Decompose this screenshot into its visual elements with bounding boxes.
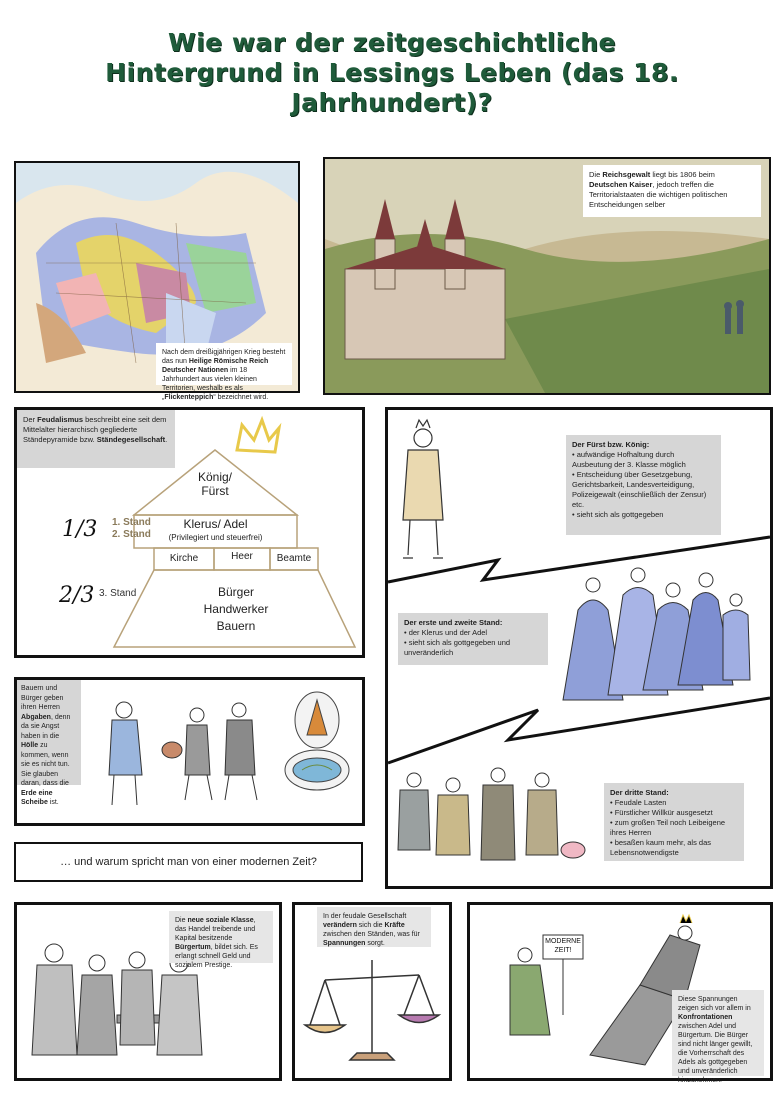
pyramid-box-army: Heer [231,551,253,562]
castle-caption-text: Die Reichsgewalt liegt bis 1806 beim Deutschen Kaiser, jedoch treffen die Territorialstaaten die wichtigen politischen Entscheidungen selber [589,170,728,209]
third-estate-figures [398,768,585,860]
third-estate-item-1: • Feudale Lasten [610,798,667,807]
scale-note-text: In der feudale Gesellschaft verändern sich die Kräfte zwischen den Ständen, was für Spannungen sorgt. [323,913,420,947]
feudalism-note-text: Der Feudalismus beschreibt eine seit dem Mittelalter hierarchisch gegliederte Ständepyramide bzw. Ständegesellschaft. [23,415,168,444]
king-figure [403,420,443,558]
protest-sign: MODERNE ZEIT! [545,938,581,954]
hell-icon [285,692,349,790]
map-caption [156,343,292,401]
pyramid-middle-sub: (Privilegiert und steuerfrei) [168,533,263,542]
scale-icon [295,905,449,1078]
stand-2-label: 2. Stand [112,529,151,540]
pyramid-box-church: Kirche [169,553,199,564]
third-estate-item-2: • Fürstlicher Willkür ausgesetzt [610,808,713,817]
stand-3-label: 3. Stand [99,588,137,599]
nobles-figures [563,568,750,700]
king-note-heading: Der Fürst bzw. König: [572,440,650,449]
map-panel [14,161,300,401]
stand-1-label: 1. Stand [112,517,151,528]
nobles-note-item-1: • der Klerus und der Adel [404,628,488,637]
fraction-bottom: 2/3 [59,583,95,608]
nobles-note-heading: Der erste und zweite Stand: [404,618,503,627]
pyramid-panel [14,407,365,658]
farmers-note-text: Bauern und Bürger geben ihren Herren Abgaben, denn da sie Angst haben in die Hölle zu kommen, wenn sie es nicht tun. Sie glauben daran, dass die Erde eine Scheibe ist. [21,685,71,806]
pyramid-bottom-2: Handwerker [203,602,269,616]
king-note-item-3: • sieht sich als gottgegeben [572,510,664,519]
statue-note-text: Diese Spannungen zeigen sich vor allem in Konfrontationen zwischen Adel und Bürgertum. Die Bürger sind nicht länger gewillt, die Vorherrschaft des Adels als gottgegeben und unveränderlich hinzunehmen. [678,996,753,1084]
castle-caption [583,165,761,217]
statue-note [672,990,764,1084]
third-estate-item-4: • besaßen kaum mehr, als das Lebensnotwendigste [610,838,712,857]
pyramid-bottom-3: Bauern [216,619,256,633]
pyramid-top-label: König/ Fürst [197,470,233,498]
question-box [14,842,363,882]
nobles-note-item-2: • sieht sich als gottgegeben und unveränderlich [404,638,511,657]
scale-panel [292,902,452,1081]
map-caption-text: Nach dem dreißigjährigen Krieg besteht das nun Heilige Römische Reich Deutscher Nationen im 18 Jahrhundert aus vielen kleinen Territorien, weshalb es als „Flickenteppich“ bezeichnet wird. [162,349,286,401]
pyramid-bottom-1: Bürger [217,585,255,599]
king-note [566,435,721,535]
third-estate-heading: Der dritte Stand: [610,788,669,797]
pyramid-box-officials: Beamte [276,553,312,564]
third-estate-item-3: • zum großen Teil noch Leibeigene ihres Herren [610,818,726,837]
third-estate-note [604,783,744,861]
burghers-note-text: Die neue soziale Klasse, das Handel treibende und Kapital besitzende Bürgertum, bildet sich. Es erlangt schnell Geld und sozialem Prestige. [175,917,258,969]
king-note-item-2: • Entscheidung über Gesetzgebung, Gerichtsbarkeit, Landesverteidigung, Polizeigewalt (einschließlich der Zensur) etc. [572,470,707,509]
page-title: Wie war der zeitgeschichtliche Hintergrund in Lessings Leben (das 18. Jahrhundert)? [105,28,679,117]
farmers-illustration [17,680,362,823]
castle-panel [323,157,771,395]
estates-panel [385,407,773,889]
statue-panel [467,902,773,1084]
crown-icon [237,420,279,452]
burghers-panel [14,902,282,1081]
question-text: … und warum spricht man von einer modernen Zeit? [60,856,317,868]
pyramid-middle-label: Klerus/ Adel [183,517,248,531]
farmers-panel [14,677,365,826]
burghers-note [169,911,273,969]
nobles-note [398,613,548,665]
king-note-item-1: • aufwändige Hofhaltung durch Ausbeutung der 3. Klasse möglich [572,450,686,469]
fraction-top: 1/3 [62,517,98,542]
